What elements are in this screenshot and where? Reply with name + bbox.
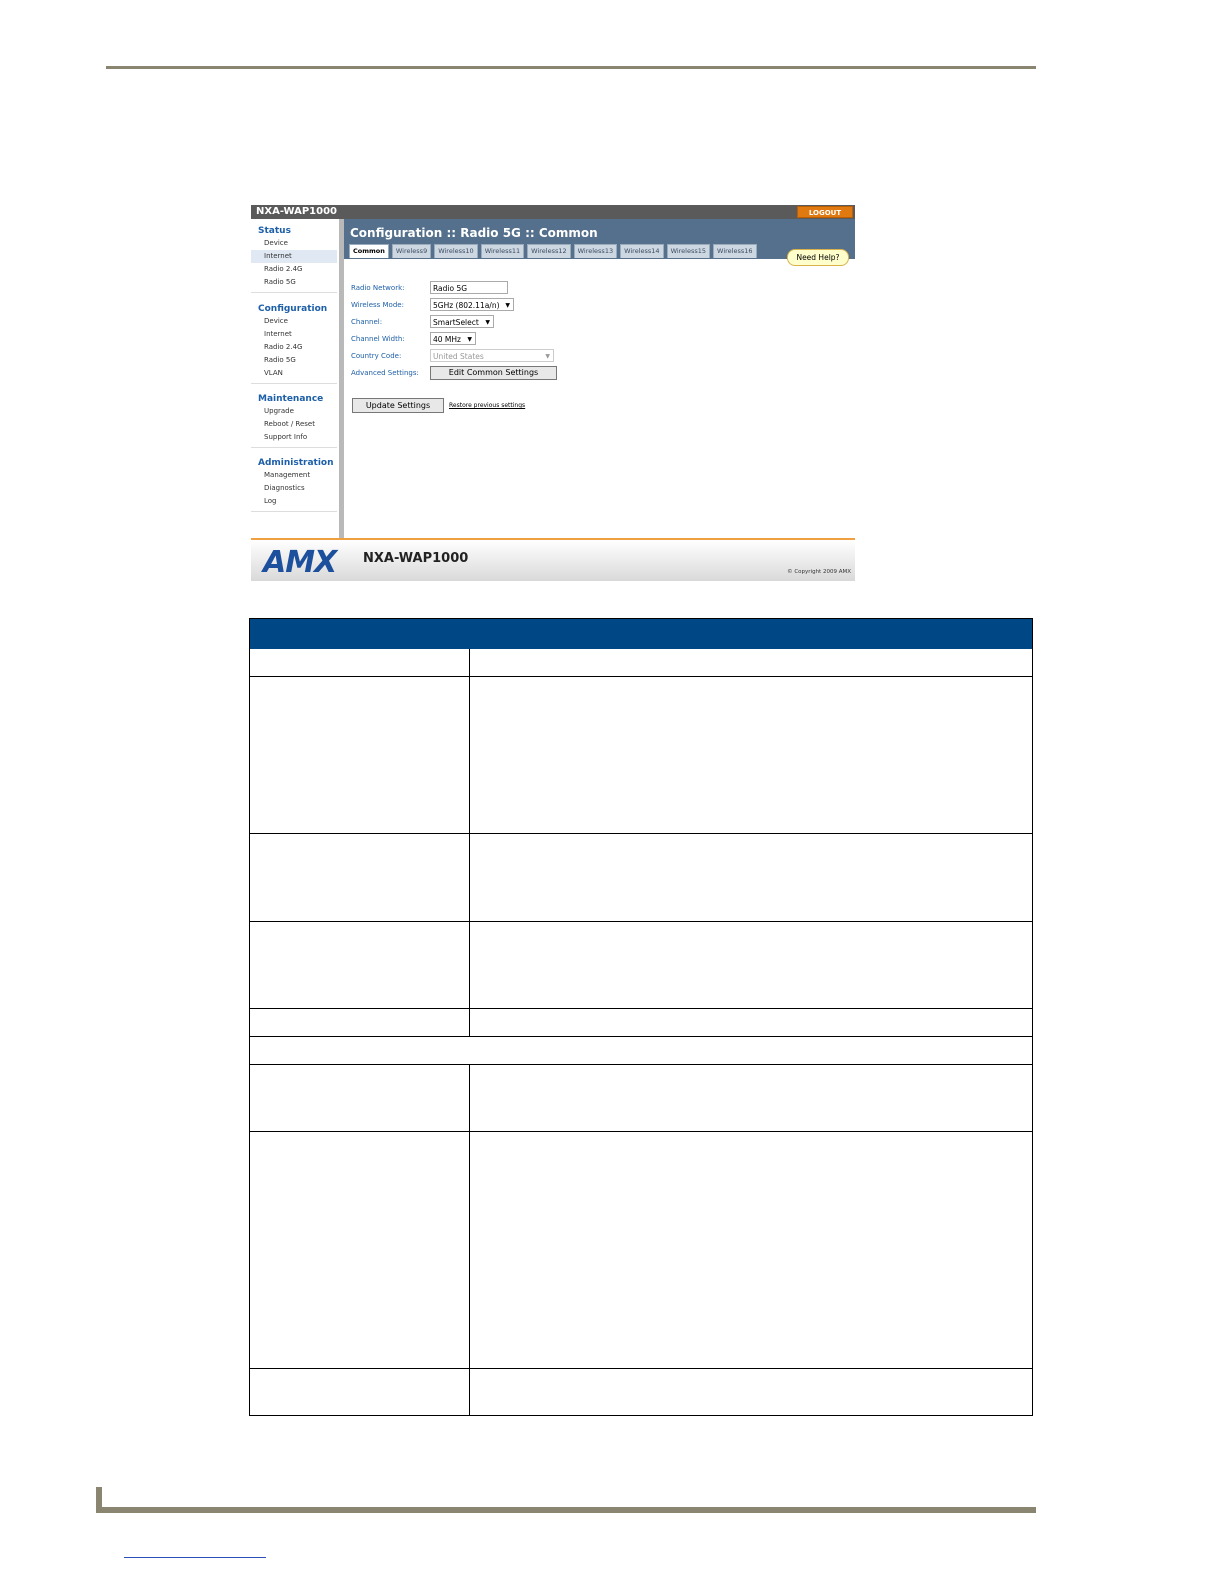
table-row-divider [250,833,1032,834]
channel-select[interactable] [430,315,494,328]
sidebar-item-management[interactable]: Management [264,471,311,479]
tab-wireless13[interactable]: Wireless13 [574,244,617,258]
footer-model-name: NXA-WAP1000 [363,551,469,566]
page-footer-link-underline[interactable] [124,1557,266,1558]
sidebar-group-administration [251,457,337,512]
tab-common[interactable]: Common [349,244,389,258]
update-settings-button[interactable]: Update Settings [352,398,444,413]
chevron-down-icon: ▼ [545,353,550,360]
sidebar-item-status-radio-5g[interactable]: Radio 5G [264,278,296,286]
sidebar-heading-maintenance[interactable]: Maintenance [258,394,324,404]
table-header-bar [250,619,1032,649]
page-title: Configuration :: Radio 5G :: Common [350,226,598,240]
channel-width-select[interactable] [430,332,476,345]
sidebar-heading-status[interactable]: Status [258,226,291,236]
country-code-select [430,349,554,362]
copyright-notice: © Copyright 2009 AMX [787,569,851,575]
channel-width-value: 40 MHz [433,335,461,344]
country-code-value: United States [433,352,484,361]
sidebar-item-reboot-reset[interactable]: Reboot / Reset [264,420,315,428]
sidebar-item-config-device[interactable]: Device [264,317,288,325]
sidebar-item-config-vlan[interactable]: VLAN [264,369,283,377]
wireless-mode-select[interactable] [430,298,514,311]
radio-network-label: Radio Network: [351,284,405,292]
app-title: NXA-WAP1000 [256,206,338,217]
need-help-button[interactable]: Need Help? [787,249,849,266]
sidebar-item-upgrade[interactable]: Upgrade [264,407,294,415]
sidebar-heading-configuration[interactable]: Configuration [258,304,328,314]
page-top-rule [106,66,1036,69]
table-row-divider [250,1036,1032,1037]
chevron-down-icon: ▼ [485,319,490,326]
sidebar-item-support-info[interactable]: Support Info [264,433,308,441]
web-ui-screenshot [251,205,855,581]
restore-previous-settings-link[interactable]: Restore previous settings [449,402,526,409]
advanced-settings-label: Advanced Settings: [351,369,419,377]
tab-wireless9[interactable]: Wireless9 [392,244,431,258]
logout-button[interactable]: LOGOUT [797,206,853,218]
channel-width-label: Channel Width: [351,335,405,343]
sidebar-item-diagnostics[interactable]: Diagnostics [264,484,305,492]
settings-description-table [249,618,1033,1416]
wireless-mode-label: Wireless Mode: [351,301,404,309]
country-code-label: Country Code: [351,352,402,360]
tab-wireless15[interactable]: Wireless15 [667,244,710,258]
sidebar-item-log[interactable]: Log [264,497,277,505]
sidebar-divider [251,292,337,293]
tab-wireless16[interactable]: Wireless16 [713,244,756,258]
table-row-divider [250,1008,1032,1009]
tab-wireless11[interactable]: Wireless11 [481,244,524,258]
sidebar-divider [251,511,337,512]
sidebar-group-maintenance [251,393,337,448]
tab-wireless14[interactable]: Wireless14 [620,244,663,258]
amx-logo: AMX [263,545,337,580]
tab-bar [349,244,757,258]
sidebar-item-config-radio-5g[interactable]: Radio 5G [264,356,296,364]
sidebar-item-config-internet[interactable]: Internet [264,330,292,338]
table-column-divider [469,649,470,1037]
table-row-divider [250,1368,1032,1369]
page-footer-rule [96,1507,1036,1513]
table-row-divider [250,676,1032,677]
channel-label: Channel: [351,318,383,326]
sidebar-group-configuration [251,303,337,384]
sidebar-item-status-internet[interactable]: Internet [251,250,337,263]
sidebar-item-status-device[interactable]: Device [264,239,288,247]
sidebar-item-status-radio-24g[interactable]: Radio 2.4G [264,265,303,273]
table-row-divider [250,1064,1032,1065]
tab-wireless10[interactable]: Wireless10 [434,244,477,258]
table-row-divider [250,1131,1032,1132]
sidebar [251,219,339,539]
tab-wireless12[interactable]: Wireless12 [527,244,570,258]
sidebar-heading-administration[interactable]: Administration [258,458,334,468]
sidebar-divider [251,383,337,384]
wireless-mode-value: 5GHz (802.11a/n) [433,301,500,310]
sidebar-item-config-radio-24g[interactable]: Radio 2.4G [264,343,303,351]
table-column-divider [469,1064,470,1416]
table-row-divider [250,921,1032,922]
channel-value: SmartSelect [433,318,479,327]
sidebar-scroll-divider [339,219,344,539]
app-footer [251,540,855,581]
chevron-down-icon: ▼ [505,302,510,309]
sidebar-group-status [251,225,337,293]
edit-common-settings-button[interactable]: Edit Common Settings [430,366,557,380]
app-header-bar [251,205,855,219]
radio-network-input[interactable]: Radio 5G [430,281,508,294]
chevron-down-icon: ▼ [467,336,472,343]
sidebar-divider [251,447,337,448]
